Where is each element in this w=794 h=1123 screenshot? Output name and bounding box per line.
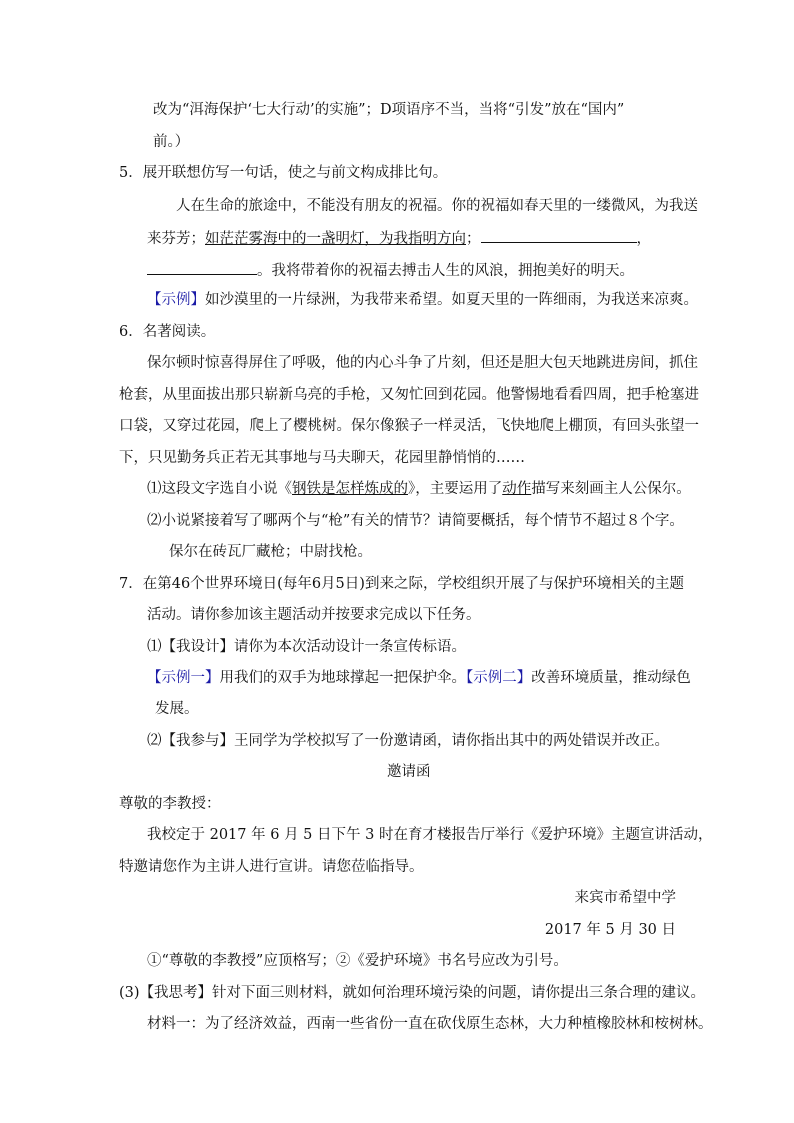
doc-line: 改为“洱海保护‘七大行动’的实施”；D项语序不当，当将“引发”放在“国内” [153,102,625,118]
text: 。我将带着你的祝福去搏击人生的风浪，拥抱美好的明天。 [257,263,634,279]
doc-line: 枪套，从里面拔出那只崭新乌亮的手枪，又匆忙回到花园。他警惕地看看四周，把手枪塞进 [119,387,699,403]
doc-line: 活动。请你参加该主题活动并按要求完成以下任务。 [147,607,481,623]
invitation-title: 邀请函 [387,764,431,780]
example-text: 用我们的双手为地球撑起一把保护伞。 [219,670,466,686]
text: ； [466,231,481,247]
sub-question [147,480,691,498]
doc-line: 保尔顿时惊喜得屏住了呼吸，他的内心斗争了片刻，但还是胆大包天地跳进房间，抓住 [147,355,698,371]
answer-text: ①“尊敬的李教授”应顶格写；②《爱护环境》书名号应改为引号。 [147,953,568,969]
invitation-greeting: 尊敬的李教授： [119,796,221,812]
answer-text: 保尔在砖瓦厂藏枪；中尉找枪。 [169,544,372,560]
text: 》，主要运用了 [408,481,503,497]
material-text: 材料一：为了经济效益，西南一些省份一直在砍伐原生态林，大力种植橡胶林和桉树林。 [147,1016,713,1032]
sub-question: ⑵小说紧接着写了哪两个与“枪”有关的情节？请简要概括，每个情节不超过８个字。 [147,513,684,529]
example-answer [147,669,691,687]
invitation-signature: 来宾市希望中学 [574,890,676,906]
example-tag: 【示例一】 [147,670,220,686]
underlined-text: 如茫茫雾海中的一盏明灯，为我指明方向 [205,231,466,247]
text: ⑴这段文字选自小说《 [147,481,292,497]
answer-blank[interactable] [481,228,637,243]
example-text: 如沙漠里的一片绿洲，为我带来希望。如夏天里的一阵细雨，为我送来凉爽。 [205,292,698,308]
question-5-title: 5．展开联想仿写一句话，使之与前文构成排比句。 [119,165,448,181]
text: 来芬芳； [147,231,205,247]
example-tag: 【示例二】 [466,670,532,686]
answer-blank[interactable] [147,260,257,275]
doc-line [147,260,634,280]
doc-line [147,228,651,248]
invitation-body: 我校定于 2017 年 6 月 5 日下午 3 时在育才楼报告厅举行《爱护环境》主题宣讲活动， [147,827,713,843]
invitation-date: 2017 年 5 月 30 日 [544,922,676,938]
doc-line: 下，只见勤务兵正若无其事地与马夫聊天，花园里静悄悄的…… [119,450,525,466]
underlined-text: 动作 [502,481,532,497]
example-tag: 【示例】 [147,292,205,308]
invitation-body: 特邀请您作为主讲人进行宣讲。请您莅临指导。 [119,859,424,875]
sub-question: ⑵【我参与】王同学为学校拟写了一份邀请函，请你指出其中的两处错误并改正。 [147,733,669,749]
question-6-title: 6．名著阅读。 [119,324,216,340]
doc-line: 人在生命的旅途中，不能没有朋友的祝福。你的祝福如春天里的一缕微风，为我送 [176,198,698,214]
example-answer [147,291,698,309]
doc-line: 口袋，又穿过花园，爬上了樱桃树。保尔像猴子一样灵活，飞快地爬上棚顶，有回头张望一 [119,418,699,434]
doc-line: 发展。 [155,701,199,717]
text: ， [636,231,651,247]
sub-question: (3)【我思考】针对下面三则材料，就如何治理环境污染的问题，请你提出三条合理的建议。 [119,985,706,1001]
underlined-text: 钢铁是怎样炼成的 [292,481,408,497]
doc-line: 前。） [153,134,190,150]
example-text: 改善环境质量，推动绿色 [531,670,691,686]
sub-question: ⑴【我设计】请你为本次活动设计一条宣传标语。 [147,639,466,655]
text: 描写来刻画主人公保尔。 [531,481,691,497]
question-7-title: 7．在第46个世界环境日(每年6月5日)到来之际，学校组织开展了与保护环境相关的主题 [119,576,684,592]
